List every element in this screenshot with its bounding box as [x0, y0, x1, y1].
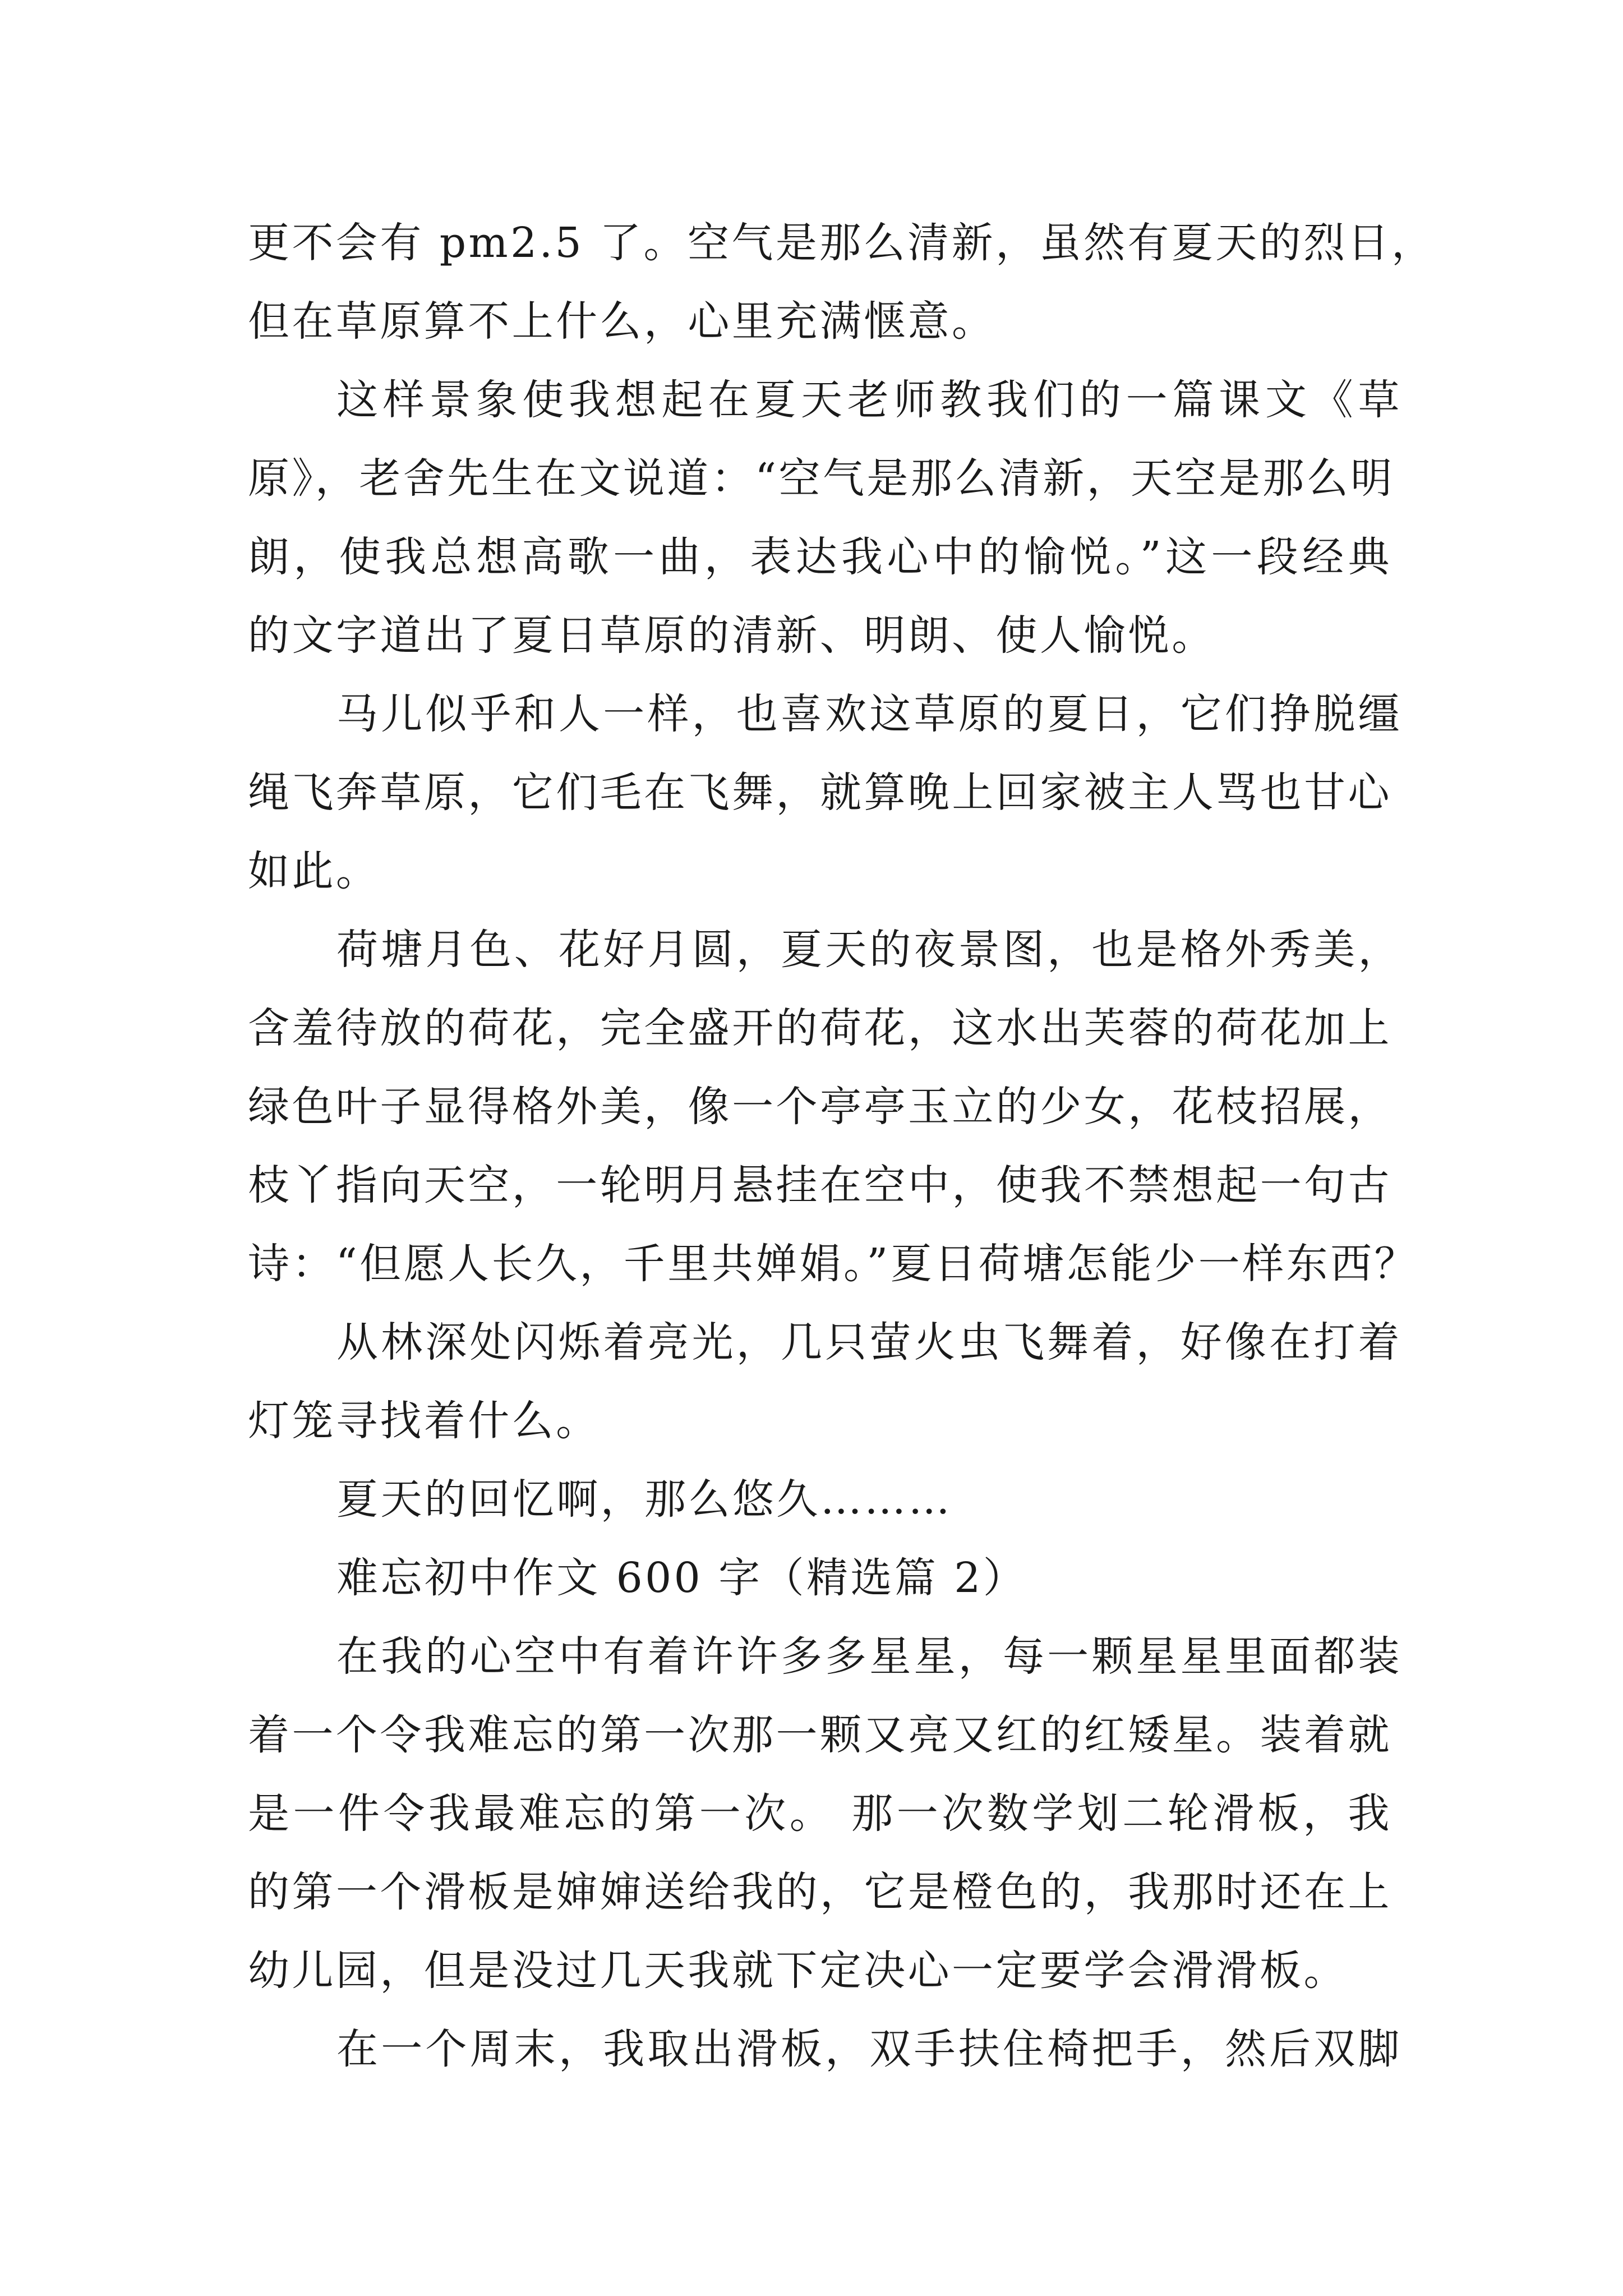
text-line: 的第一个滑板是婶婶送给我的，它是橙色的，我那时还在上: [248, 1868, 1392, 1916]
text-line: 马儿似乎和人一样，也喜欢这草原的夏日，它们挣脱缰: [336, 690, 1402, 738]
text-line: 枝丫指向天空，一轮明月悬挂在空中，使我不禁想起一句古: [248, 1161, 1392, 1209]
text-line: 朗，使我总想高歌一曲，表达我心中的愉悦。”这一段经典: [248, 533, 1392, 581]
text-line: 的文字道出了夏日草原的清新、明朗、使人愉悦。: [248, 611, 1216, 660]
text-line: 在一个周末，我取出滑板，双手扶住椅把手，然后双脚: [336, 2025, 1402, 2073]
text-line: 荷塘月色、花好月圆，夏天的夜景图，也是格外秀美，: [336, 926, 1402, 974]
text-line: 从林深处闪烁着亮光，几只萤火虫飞舞着，好像在打着: [336, 1318, 1402, 1366]
text-line: 夏天的回忆啊，那么悠久………: [336, 1475, 953, 1524]
section-heading: 难忘初中作文 600 字（精选篇 2）: [336, 1554, 1027, 1602]
text-line: 原》，老舍先生在文说道：“空气是那么清新，天空是那么明: [248, 454, 1395, 503]
text-line: 如此。: [248, 847, 380, 895]
text-line: 是一件令我最难忘的第一次。 那一次数学划二轮滑板，我: [248, 1789, 1392, 1838]
text-line: 在我的心空中有着许许多多星星，每一颗星星里面都装: [336, 1632, 1402, 1681]
text-line: 这样景象使我想起在夏天老师教我们的一篇课文《草: [336, 376, 1402, 424]
text-line: 绳飞奔草原，它们毛在飞舞，就算晚上回家被主人骂也甘心: [248, 769, 1392, 817]
text-line: 更不会有 pm2.5 了。空气是那么清新，虽然有夏天的烈日，: [248, 219, 1436, 267]
text-line: 着一个令我难忘的第一次那一颗又亮又红的红矮星。装着就: [248, 1711, 1392, 1759]
text-line: 绿色叶子显得格外美，像一个亭亭玉立的少女，花枝招展，: [248, 1083, 1392, 1131]
text-line: 诗：“但愿人长久，千里共婵娟。”夏日荷塘怎能少一样东西？: [248, 1240, 1418, 1288]
text-line: 但在草原算不上什么，心里充满惬意。: [248, 297, 996, 346]
text-line: 灯笼寻找着什么。: [248, 1397, 600, 1445]
text-line: 含羞待放的荷花，完全盛开的荷花，这水出芙蓉的荷花加上: [248, 1004, 1392, 1052]
text-line: 幼儿园，但是没过几天我就下定决心一定要学会滑滑板。: [248, 1947, 1348, 1995]
